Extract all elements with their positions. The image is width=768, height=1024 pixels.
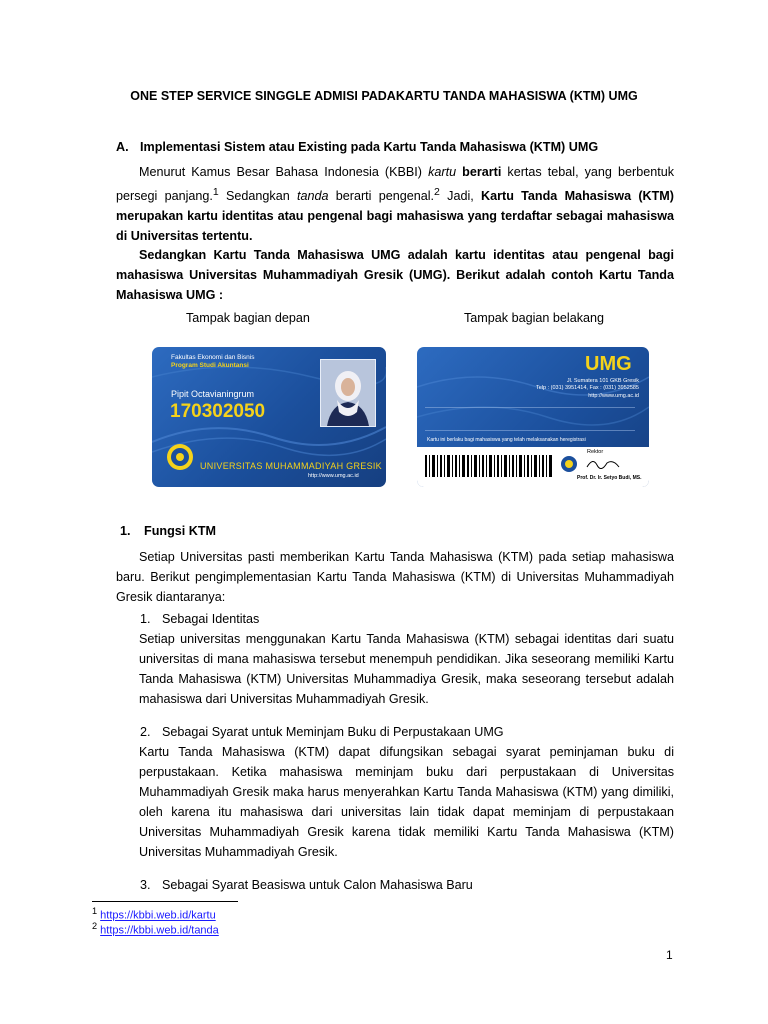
card-back-brand: UMG [585,353,632,375]
caption-back: Tampak bagian belakang [464,311,605,325]
card-front-image [152,347,386,487]
footnote-1: $^1$ https://kbbi.web.id/kartu [92,906,216,922]
footnote-ref-2[interactable]: 2 [434,186,440,198]
item-3-number: 3. [140,878,151,892]
caption-front: Tampak bagian depan [186,311,310,325]
section-1-intro: Setiap Universitas pasti memberikan Kartu Tanda Mahasiswa (KTM) pada setiap mahasiswa baru. Berikut pengimplementasian Kartu Tanda Mahasiswa (KTM) di Universitas Muhammadiyah Gresik diantaranya: [116,550,674,604]
item-1-heading: Sebagai Identitas [162,612,260,626]
card-back-seal-icon [560,455,578,473]
section-a-heading: Implementasi Sistem atau Existing pada Kartu Tanda Mahasiswa (KTM) UMG [140,140,599,154]
item-2-number: 2. [140,725,151,739]
item-2-heading: Sebagai Syarat untuk Meminjam Buku di Perpustakaan UMG [162,725,504,739]
signature-icon [585,457,621,471]
card-front-university: UNIVERSITAS MUHAMMADIYAH GRESIK [200,461,382,471]
umg-seal-icon [166,443,194,471]
footnote-separator [92,901,238,902]
paragraph-ktm-umg: Sedangkan Kartu Tanda Mahasiswa UMG adalah kartu identitas atau pengenal bagi mahasiswa Universitas Muhammadiyah Gresik (UMG). Berikut adalah contoh Kartu Tanda Mahasiswa UMG : [116,248,674,302]
item-1-body: Setiap universitas menggunakan Kartu Tanda Mahasiswa (KTM) sebagai identitas dari suatu universitas di mana mahasiswa tersebut menempuh pendidikan. Jika seseorang memiliki Kartu Tanda Mahasiswa (KTM) Universitas Muhammadiya Gresik, maka seseorang tersebut adalah mahasiswa dari Universitas Muhammadiyah Gresik. [139,632,674,706]
card-front-name: Pipit Octavianingrum [171,389,255,399]
document-title: ONE STEP SERVICE SINGGLE ADMISI PADAKARTU TANDA MAHASISWA (KTM) UMG [130,89,638,103]
card-back-url: http://www.umg.ac.id [588,393,639,399]
item-2-body: Kartu Tanda Mahasiswa (KTM) dapat difungsikan sebagai syarat peminjaman buku di perpustakaan. Ketika mahasiswa meminjam buku dari perpustakaan di Universitas Muhammadiyah Gresik maka harus menyerahkan Kartu Tanda Mahasiswa (KTM) yang dimiliki, oleh karena itu mahasiswa dari universitas lain tidak dapat meminjam di perpustakaan Universitas Muhammadiyah Gresik karena tidak memiliki Kartu Tanda Mahasiswa (KTM) Universitas Muhammadiyah Gresik. [139,745,674,859]
footnote-ref-1[interactable]: 1 [212,186,219,198]
student-photo-icon [321,360,375,426]
footnote-2-link[interactable]: https://kbbi.web.id/tanda [100,924,219,937]
page-number: 1 [666,948,673,962]
paragraph-kbbi: Menurut Kamus Besar Bahasa Indonesia (KBBI) kartu berarti kertas tebal, yang berbentuk persegi panjang.$^1$ Sedangkan tanda berarti pengenal.$^2$ Jadi, Kartu Tanda Mahasiswa (KTM) merupakan kartu identitas atau pengenal bagi mahasiswa yang terdaftar sebagai mahasiswa di Universitas tertentu. [116,165,675,244]
card-front-program: Program Studi Akuntansi [171,362,249,369]
item-3-heading: Sebagai Syarat Beasiswa untuk Calon Mahasiswa Baru [162,878,473,892]
footnote-2: $^2$ https://kbbi.web.id/tanda [92,921,219,937]
card-front-nim: 170302050 [170,401,266,422]
card-back-terms-lines [425,407,635,431]
card-back-phone: Telp : (031) 3951414, Fax : (031) 3952585 [535,385,639,391]
card-front-url: http://www.umg.ac.id [308,473,359,479]
section-1-heading: Fungsi KTM [144,524,217,538]
card-back-signer-name: Prof. Dr. Ir. Setyo Budi, MS. [577,475,642,481]
card-back-image [417,347,649,487]
footnote-1-link[interactable]: https://kbbi.web.id/kartu [100,909,216,922]
card-front-photo [320,359,376,427]
card-back-notice: Kartu ini berlaku bagi mahasiswa yang telah melaksanakan heregistrasi [427,437,586,443]
card-front-faculty: Fakultas Ekonomi dan Bisnis [171,354,255,361]
barcode-icon [425,455,555,477]
card-back-address: Jl. Sumatera 101 GKB Gresik [566,378,639,384]
section-1-label: 1. [120,524,131,538]
item-1-number: 1. [140,612,151,626]
card-back-strip [417,447,649,487]
section-a-label: A. [116,140,129,154]
card-back-signer-title: Rektor [587,449,604,455]
